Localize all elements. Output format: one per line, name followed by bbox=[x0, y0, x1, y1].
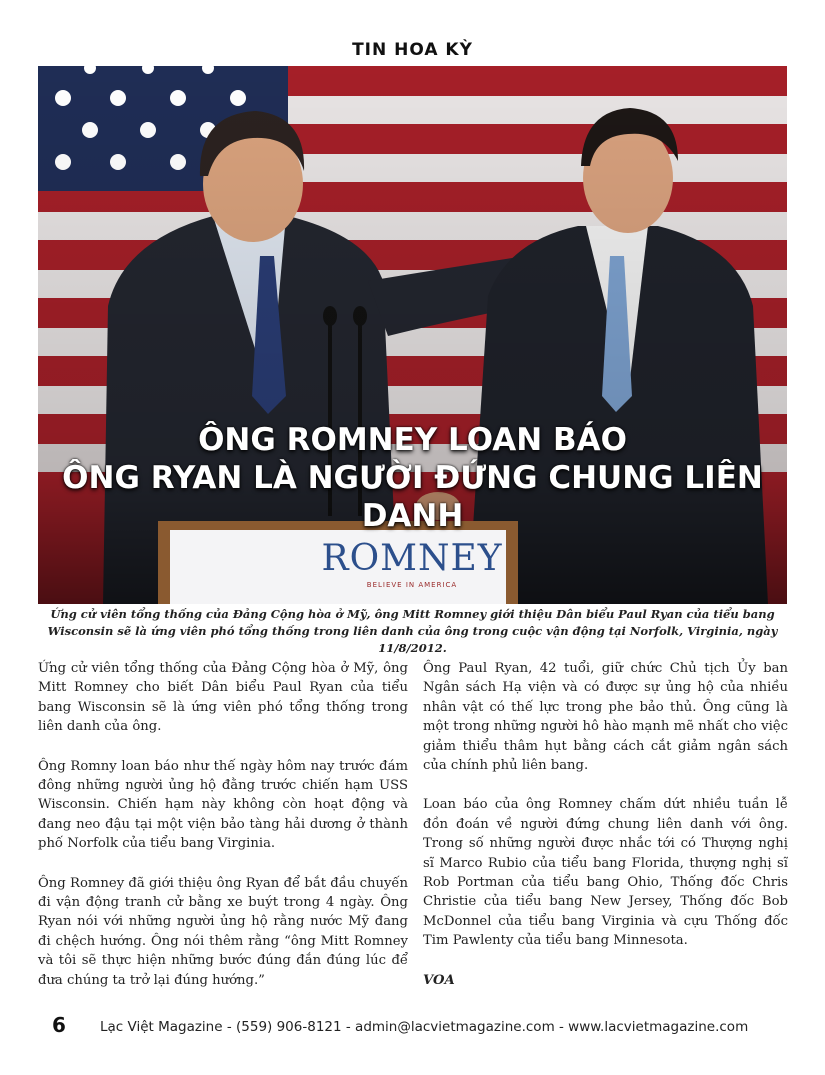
page-number: 6 bbox=[52, 1013, 66, 1037]
podium-logo: ROMNEY bbox=[321, 538, 503, 579]
footer-contact: Lạc Việt Magazine - (559) 906-8121 - admin@lacvietmagazine.com - www.lacvietmagazine.com bbox=[100, 1019, 749, 1035]
article-column-right bbox=[423, 659, 788, 1010]
hero-photo bbox=[38, 66, 787, 604]
section-header: TIN HOA KỲ bbox=[352, 40, 473, 60]
article-source: VOA bbox=[423, 972, 455, 988]
article-paragraph: Ông Romny loan báo như thế ngày hôm nay trước đám đông những người ủng hộ đằng trước chiến hạm USS Wisconsin. Chiến hạm này không còn hoạt động và đang neo đậu tại một viện bảo tàng hải dương ở thành phố Norfolk của tiểu bang Virginia. bbox=[38, 758, 408, 852]
article-paragraph: Ứng cử viên tổng thống của Đảng Cộng hòa ở Mỹ, ông Mitt Romney cho biết Dân biểu Paul Ryan của tiểu bang Wisconsin sẽ là ứng viên phó tổng thống trong liên danh của ông. bbox=[38, 661, 408, 735]
photo-headline bbox=[38, 421, 787, 535]
article-paragraph: Ông Romney đã giới thiệu ông Ryan để bắt đầu chuyến đi vận động tranh cử bằng xe buýt trong 4 ngày. Ông Ryan nói với những người ủng hộ rằng nước Mỹ đang đi chệch hướng. Ông nói thêm rằng “ông Mitt Romney và tôi sẽ thực hiện những bước đúng đắn đúng lúc để đưa chúng ta trở lại đúng hướng.” bbox=[38, 875, 408, 988]
podium-tagline: BELIEVE IN AMERICA bbox=[366, 581, 458, 589]
headline-line-1: ÔNG ROMNEY LOAN BÁO bbox=[198, 422, 627, 458]
headline-line-2: ÔNG RYAN LÀ NGƯỜI ĐỨNG CHUNG LIÊN DANH bbox=[62, 460, 763, 534]
article-column-left bbox=[38, 659, 408, 1010]
photo-caption: Ứng cử viên tổng thống của Đảng Cộng hòa ở Mỹ, ông Mitt Romney giới thiệu Dân biểu Paul Ryan của tiểu bang Wisconsin sẽ là ứng viên phó tổng thống trong liên danh của ông trong cuộc vận động tại Norfolk, Virginia, ngày 11/8/2012. bbox=[47, 607, 778, 655]
article-paragraph: Ông Paul Ryan, 42 tuổi, giữ chức Chủ tịch Ủy ban Ngân sách Hạ viện và có được sự ủng hộ của nhiều nhân vật có thế lực trong phe bảo thủ. Ông cũng là một trong những người hô hào mạnh mẽ nhất cho việc giảm thiểu thâm hụt bằng cách cắt giảm ngân sách của chính phủ liên bang. bbox=[423, 661, 788, 774]
article-paragraph: Loan báo của ông Romney chấm dứt nhiều tuần lễ đồn đoán về người đứng chung liên danh với ông. Trong số những người được nhắc tới có Thượng nghị sĩ Marco Rubio của tiểu bang Florida, thượng nghị sĩ Rob Portman của tiểu bang Ohio, Thống đốc Chris Christie của tiểu bang New Jersey, Thống đốc Bob McDonnel của tiểu bang Virginia và cựu Thống đốc Tim Pawlenty của tiểu bang Minnesota. bbox=[423, 797, 788, 949]
